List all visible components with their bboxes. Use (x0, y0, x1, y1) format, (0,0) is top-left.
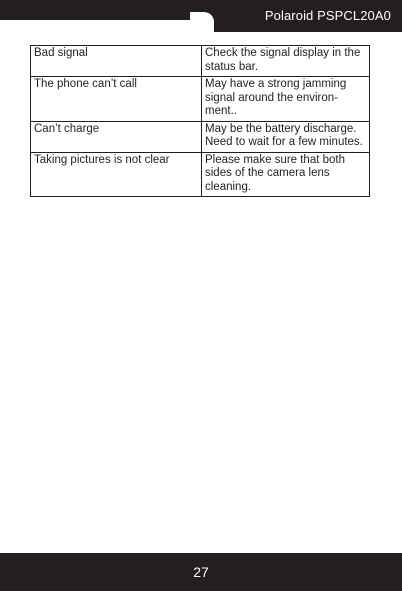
page-header (0, 0, 402, 32)
page-footer (0, 553, 402, 591)
troubleshooting-table (30, 45, 370, 197)
table-row (31, 77, 370, 122)
problem-cell: Taking pictures is not clear (31, 152, 202, 197)
header-title: Polaroid PSPCL20A0 (264, 8, 391, 23)
problem-cell: Bad signal (31, 46, 202, 77)
page-number: 27 (193, 564, 209, 580)
solution-cell: May be the battery discharge. Need to wait for a few minutes. (202, 121, 370, 152)
header-left-tab (0, 0, 212, 20)
table-row (31, 152, 370, 197)
problem-cell: Can’t charge (31, 121, 202, 152)
problem-cell: The phone can’t call (31, 77, 202, 122)
header-notch (190, 12, 214, 32)
solution-cell: Check the signal display in the status bar. (202, 46, 370, 77)
solution-cell: May have a strong jamming signal around the environ-ment.. (202, 77, 370, 122)
table-row (31, 46, 370, 77)
solution-cell: Please make sure that both sides of the camera lens cleaning. (202, 152, 370, 197)
table-row (31, 121, 370, 152)
